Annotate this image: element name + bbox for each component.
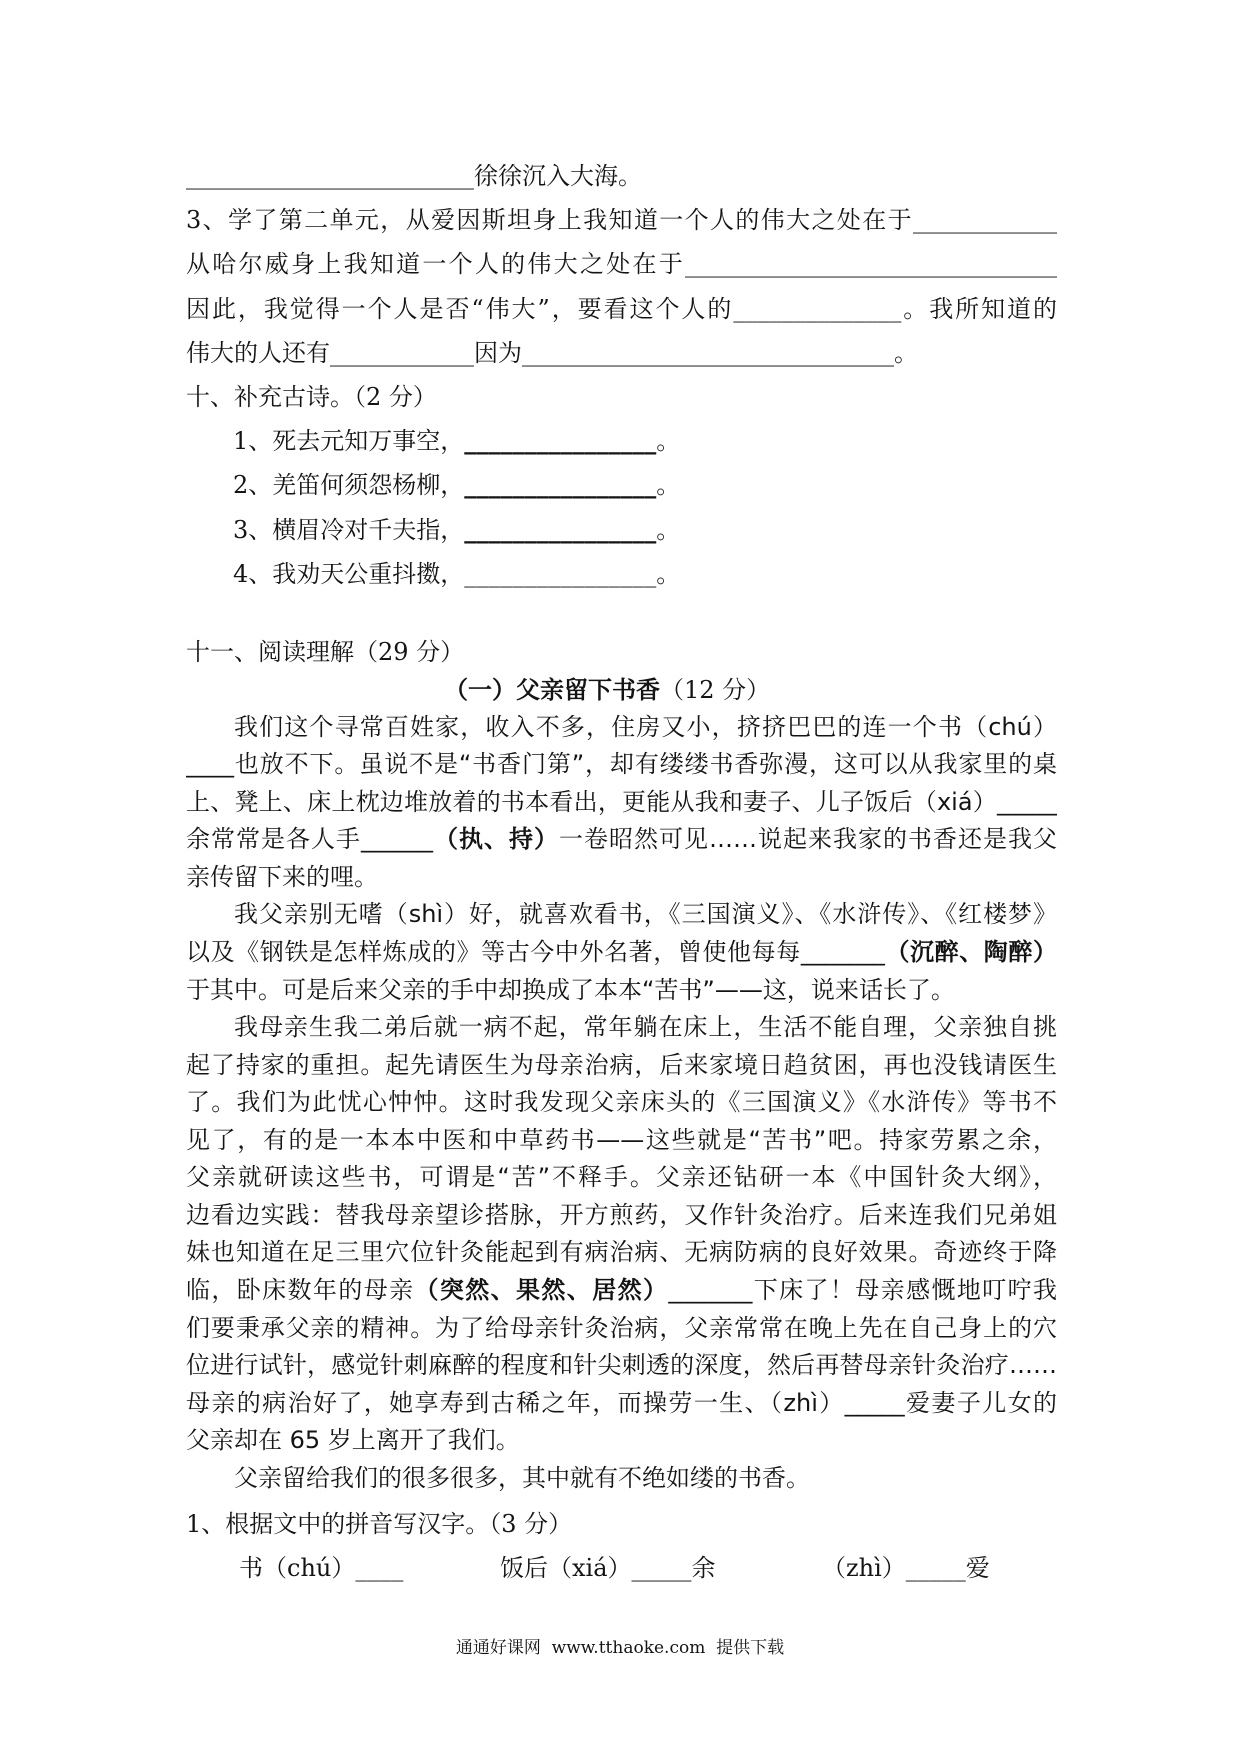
- poem-item: [186, 552, 1057, 596]
- reading-section-title: [186, 630, 1057, 674]
- passage-line: 我们这个寻常百姓家，收入不多，住房又小，挤挤巴巴的连一个书（chú）: [234, 712, 1057, 741]
- passage-line: 位进行试针，感觉针刺麻醉的程度和针尖刺透的深度，然后再替母亲针灸治疗……: [186, 1351, 1057, 1380]
- passage-body: [186, 709, 1057, 1498]
- page-footer: 通通好课网 www.tthaoke.com 提供下载: [455, 1638, 785, 1658]
- fill-in-section: [186, 154, 1057, 596]
- answer-blank: （zhì）_____爱: [822, 1554, 990, 1582]
- question-1-answers: [0, 1546, 1240, 1590]
- poem-blank: ________________: [464, 470, 657, 500]
- passage-line: 我母亲生我二弟后就一病不起，常年躺在床上，生活不能自理，父亲独自挑: [234, 1013, 1057, 1042]
- poem-section-title: 十、补充古诗。（2 分）: [186, 383, 437, 412]
- fill-in-line: 从哈尔威身上我知道一个人的伟大之处在于_______________________________: [186, 250, 1057, 279]
- passage-line: 了。我们为此忧心忡忡。这时我发现父亲床头的《三国演义》《水浒传》等书不: [186, 1088, 1057, 1117]
- line-text: 一卷昭然可见……说起来我家的书香还是我父: [559, 825, 1057, 854]
- answer-blank: 书（chú）____: [239, 1554, 404, 1582]
- passage-line: 父亲就研读这些书，可谓是“苦”不释手。父亲还钻研一本《中国针灸大纲》，: [186, 1163, 1057, 1192]
- passage-title: （一）父亲留下书香: [444, 675, 660, 704]
- poem-prompt: 4、我劝天公重抖擞，: [233, 559, 465, 588]
- line-text: 以及《钢铁是怎样炼成的》等古今中外名著，曾使他每每_______: [186, 937, 885, 966]
- poem-blank: ________________: [464, 514, 657, 544]
- passage-line: 母亲的病治好了，她享寿到古稀之年，而操劳一生、（zhì）_____爱妻子儿女的: [186, 1388, 1057, 1417]
- passage-line: 见了，有的是一本本中医和中草药书——这些就是“苦书”吧。持家劳累之余，: [186, 1125, 1057, 1154]
- poem-prompt: 1、死去元知万事空，: [233, 427, 465, 456]
- word-choice-options: （执、持）: [433, 825, 559, 854]
- passage-line: [186, 934, 1057, 972]
- passage-line: 起了持家的重担。起先请医生为母亲治病，后来家境日趋贫困，再也没钱请医生: [186, 1050, 1057, 1079]
- line-text: 余常常是各人手______: [186, 825, 433, 854]
- fill-in-line: 伟大的人还有____________因为_______________________________。: [186, 338, 918, 367]
- question-prompt: 1、根据文中的拼音写汉字。（3 分）: [186, 1510, 573, 1538]
- passage-line: [186, 1272, 1057, 1310]
- fill-in-line: 因此，我觉得一个人是否“伟大”，要看这个人的______________。我所知道的: [186, 294, 1057, 323]
- poem-end: 。: [656, 559, 681, 588]
- passage-line: 们要秉承父亲的精神。为了给母亲针灸治病，父亲常常在晚上先在自己身上的穴: [186, 1313, 1057, 1342]
- passage-line: 上、凳上、床上枕边堆放着的书本看出，更能从我和妻子、儿子饭后（xiá）_____: [186, 787, 1057, 816]
- poem-item: [186, 419, 1057, 463]
- poem-prompt: 3、横眉冷对千夫指，: [233, 515, 465, 544]
- section-title-text: 十一、阅读理解（29 分）: [186, 638, 465, 666]
- poem-blank: ________________: [464, 559, 657, 588]
- fill-in-line: 3、学了第二单元，从爱因斯坦身上我知道一个人的伟大之处在于____________: [186, 206, 1057, 235]
- passage-line: 边看边实践：替我母亲望诊搭脉，开方煎药，又作针灸治疗。后来连我们兄弟姐: [186, 1200, 1057, 1229]
- passage-line: 妹也知道在足三里穴位针灸能起到有病治病、无病防病的良好效果。奇迹终于降: [186, 1238, 1057, 1267]
- passage-line: 父亲留给我们的很多很多，其中就有不绝如缕的书香。: [234, 1463, 810, 1492]
- passage-score: （12 分）: [660, 676, 771, 704]
- passage-line: 于其中。可是后来父亲的手中却换成了本本“苦书”——这，说来话长了。: [186, 975, 955, 1004]
- poem-item: [186, 463, 1057, 507]
- poem-end: 。: [656, 471, 681, 500]
- poem-prompt: 2、羌笛何须怨杨柳，: [233, 471, 465, 500]
- poem-blank: ________________: [464, 426, 657, 456]
- word-choice-options: （沉醉、陶醉）: [884, 937, 1057, 966]
- poem-end: 。: [656, 427, 681, 456]
- passage-line: ____也放不下。虽说不是“书香门第”，却有缕缕书香弥漫，这可以从我家里的桌: [186, 750, 1057, 779]
- passage-line: 父亲却在 65 岁上离开了我们。: [186, 1426, 520, 1455]
- poem-item: [186, 508, 1057, 552]
- passage-heading: [444, 670, 770, 710]
- passage-line: 亲传留下来的哩。: [186, 862, 378, 891]
- fill-in-line: ________________________徐徐沉入大海。: [186, 162, 642, 190]
- word-choice-options: （突然、果然、居然）: [414, 1276, 669, 1305]
- answer-blank: 饭后（xiá）_____余: [500, 1554, 716, 1582]
- question-1: [186, 1502, 1057, 1546]
- passage-line: [186, 821, 1057, 859]
- poem-end: 。: [656, 515, 681, 544]
- passage-line: 我父亲别无嗜（shì）好，就喜欢看书，《三国演义》、《水浒传》、《红楼梦》: [234, 900, 1057, 929]
- line-text: _______下床了！母亲感慨地叮咛我: [668, 1276, 1057, 1305]
- line-text: 临，卧床数年的母亲: [186, 1276, 415, 1305]
